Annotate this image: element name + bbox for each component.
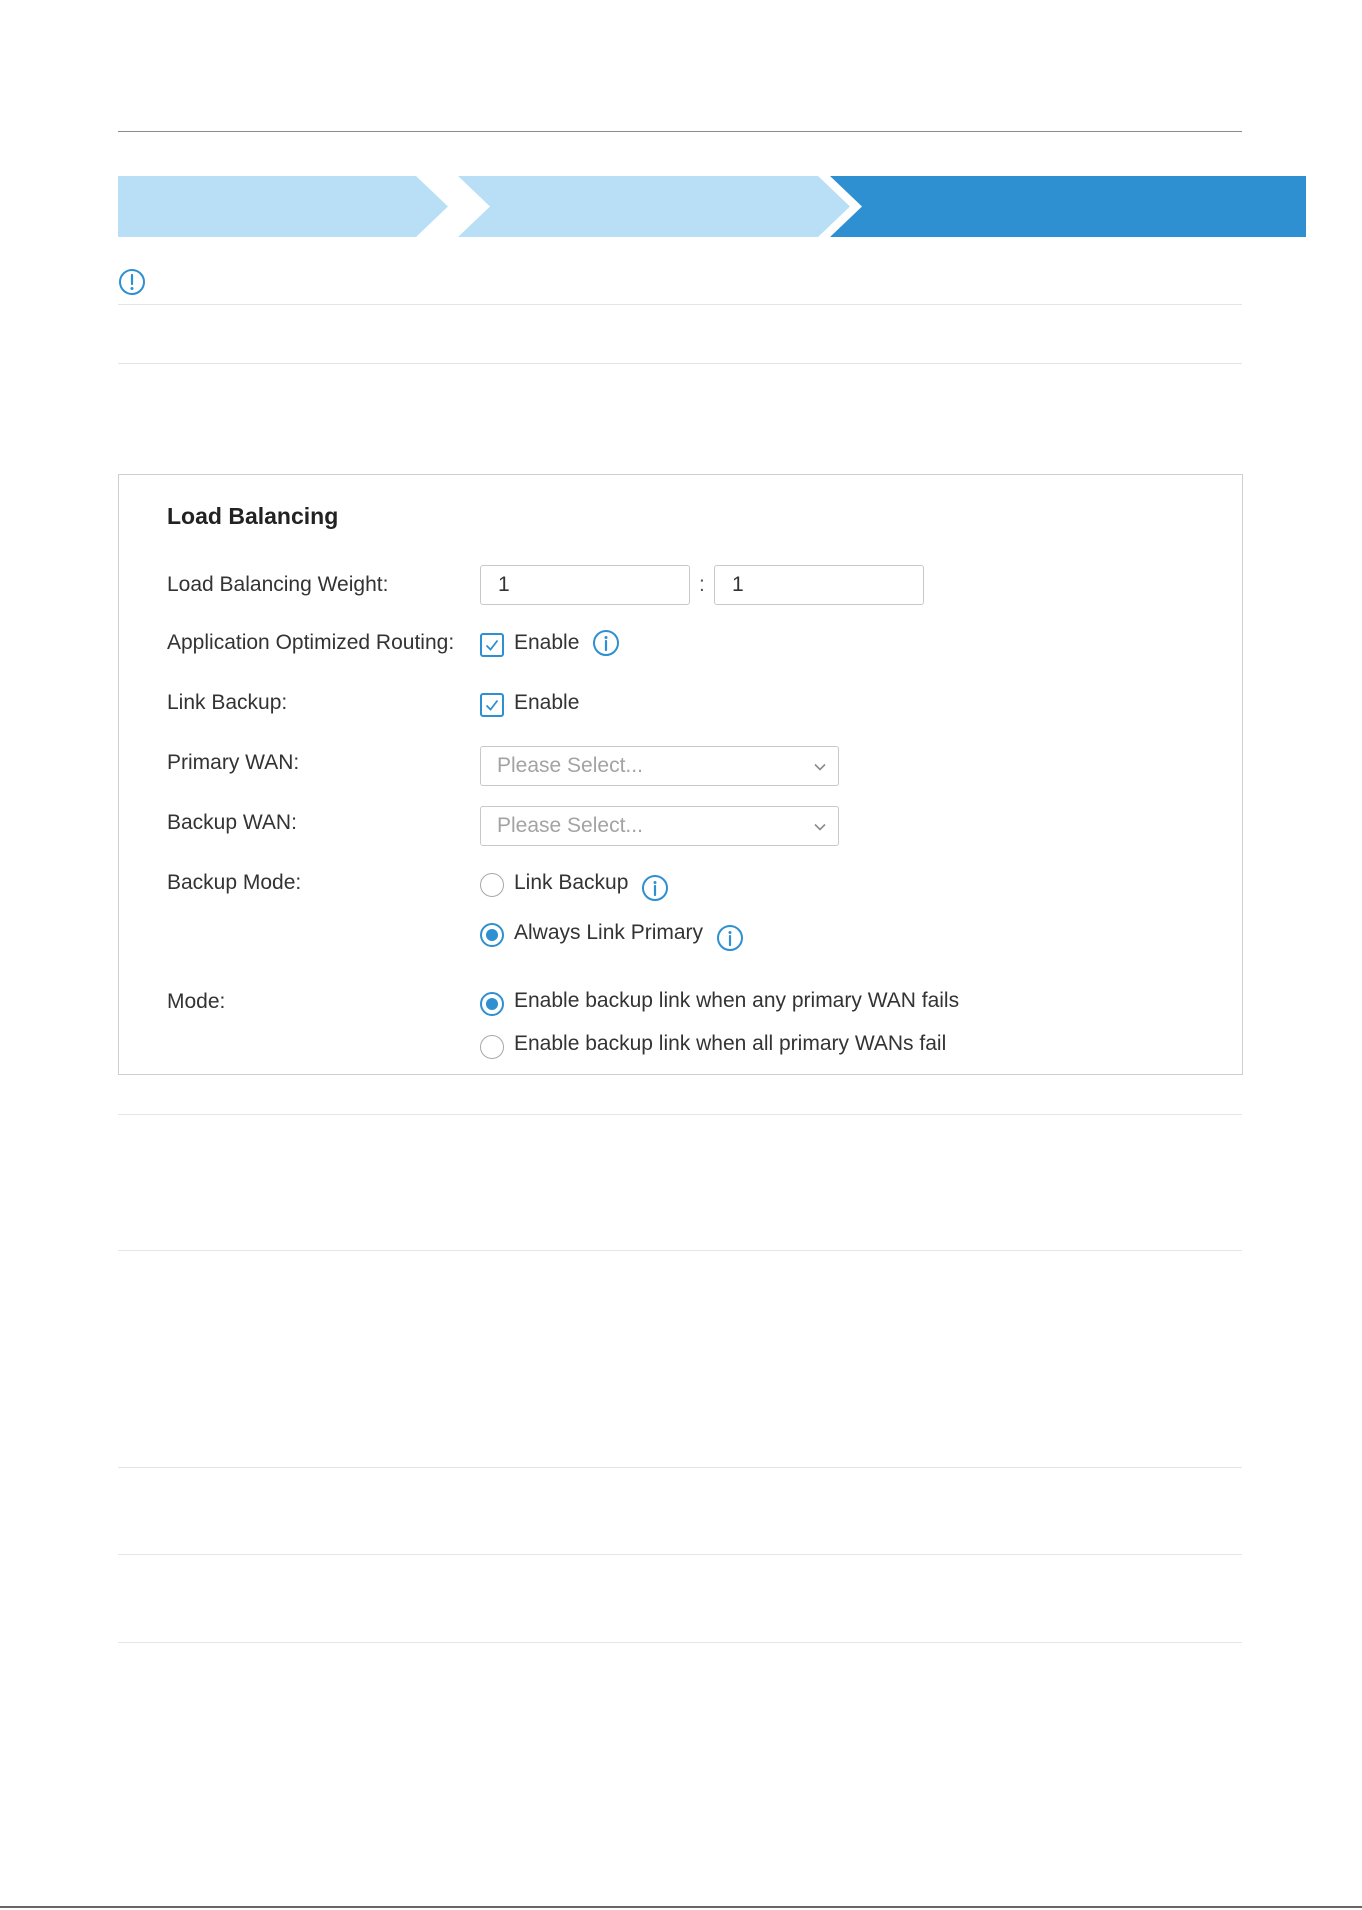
divider [118,1250,1242,1251]
load-balancing-panel [118,474,1243,1075]
mode-radio-all-fail[interactable] [480,1035,504,1059]
weight-separator: : [699,573,705,596]
backup-wan-placeholder: Please Select... [497,814,643,837]
backup-wan-select[interactable] [480,806,839,846]
divider [118,1467,1242,1468]
wizard-stepper [118,176,1306,237]
panel-title: Load Balancing [167,503,339,529]
info-icon[interactable] [592,629,620,657]
alert-circle-icon [118,268,146,296]
divider [118,304,1242,305]
weight-label: Load Balancing Weight: [167,573,389,596]
mode-radio-any-fails[interactable] [480,992,504,1016]
divider [118,1642,1242,1643]
backup-mode-option-always-primary: Always Link Primary [514,921,704,944]
primary-wan-placeholder: Please Select... [497,754,643,777]
app-routing-label: Application Optimized Routing: [167,631,455,654]
info-icon[interactable] [716,924,744,952]
backup-mode-radio-always-primary[interactable] [480,923,504,947]
mode-option-any-fails: Enable backup link when any primary WAN fails [514,989,960,1012]
divider [118,363,1242,364]
top-divider [118,131,1242,132]
chevron-down-icon [812,819,828,835]
info-icon[interactable] [641,874,669,902]
mode-option-all-fail: Enable backup link when all primary WANs fail [514,1032,947,1055]
primary-wan-label: Primary WAN: [167,751,300,774]
weight-input-backup[interactable]: 1 [714,565,924,605]
check-icon [484,637,500,653]
backup-mode-label: Backup Mode: [167,871,302,894]
step-3[interactable] [830,176,1306,237]
weight-input-primary[interactable]: 1 [480,565,690,605]
link-backup-label: Link Backup: [167,691,288,714]
link-backup-checkbox[interactable] [480,693,504,717]
mode-label: Mode: [167,990,226,1013]
backup-wan-label: Backup WAN: [167,811,297,834]
backup-mode-option-link-backup: Link Backup [514,871,629,894]
divider [118,1554,1242,1555]
divider [118,1114,1242,1115]
step-1[interactable] [118,176,448,237]
chevron-down-icon [812,759,828,775]
app-routing-option: Enable [514,631,580,654]
link-backup-option: Enable [514,691,580,714]
backup-mode-radio-link-backup[interactable] [480,873,504,897]
primary-wan-select[interactable] [480,746,839,786]
page-bottom-edge [0,1906,1362,1908]
check-icon [484,697,500,713]
step-2[interactable] [458,176,850,237]
app-routing-checkbox[interactable] [480,633,504,657]
